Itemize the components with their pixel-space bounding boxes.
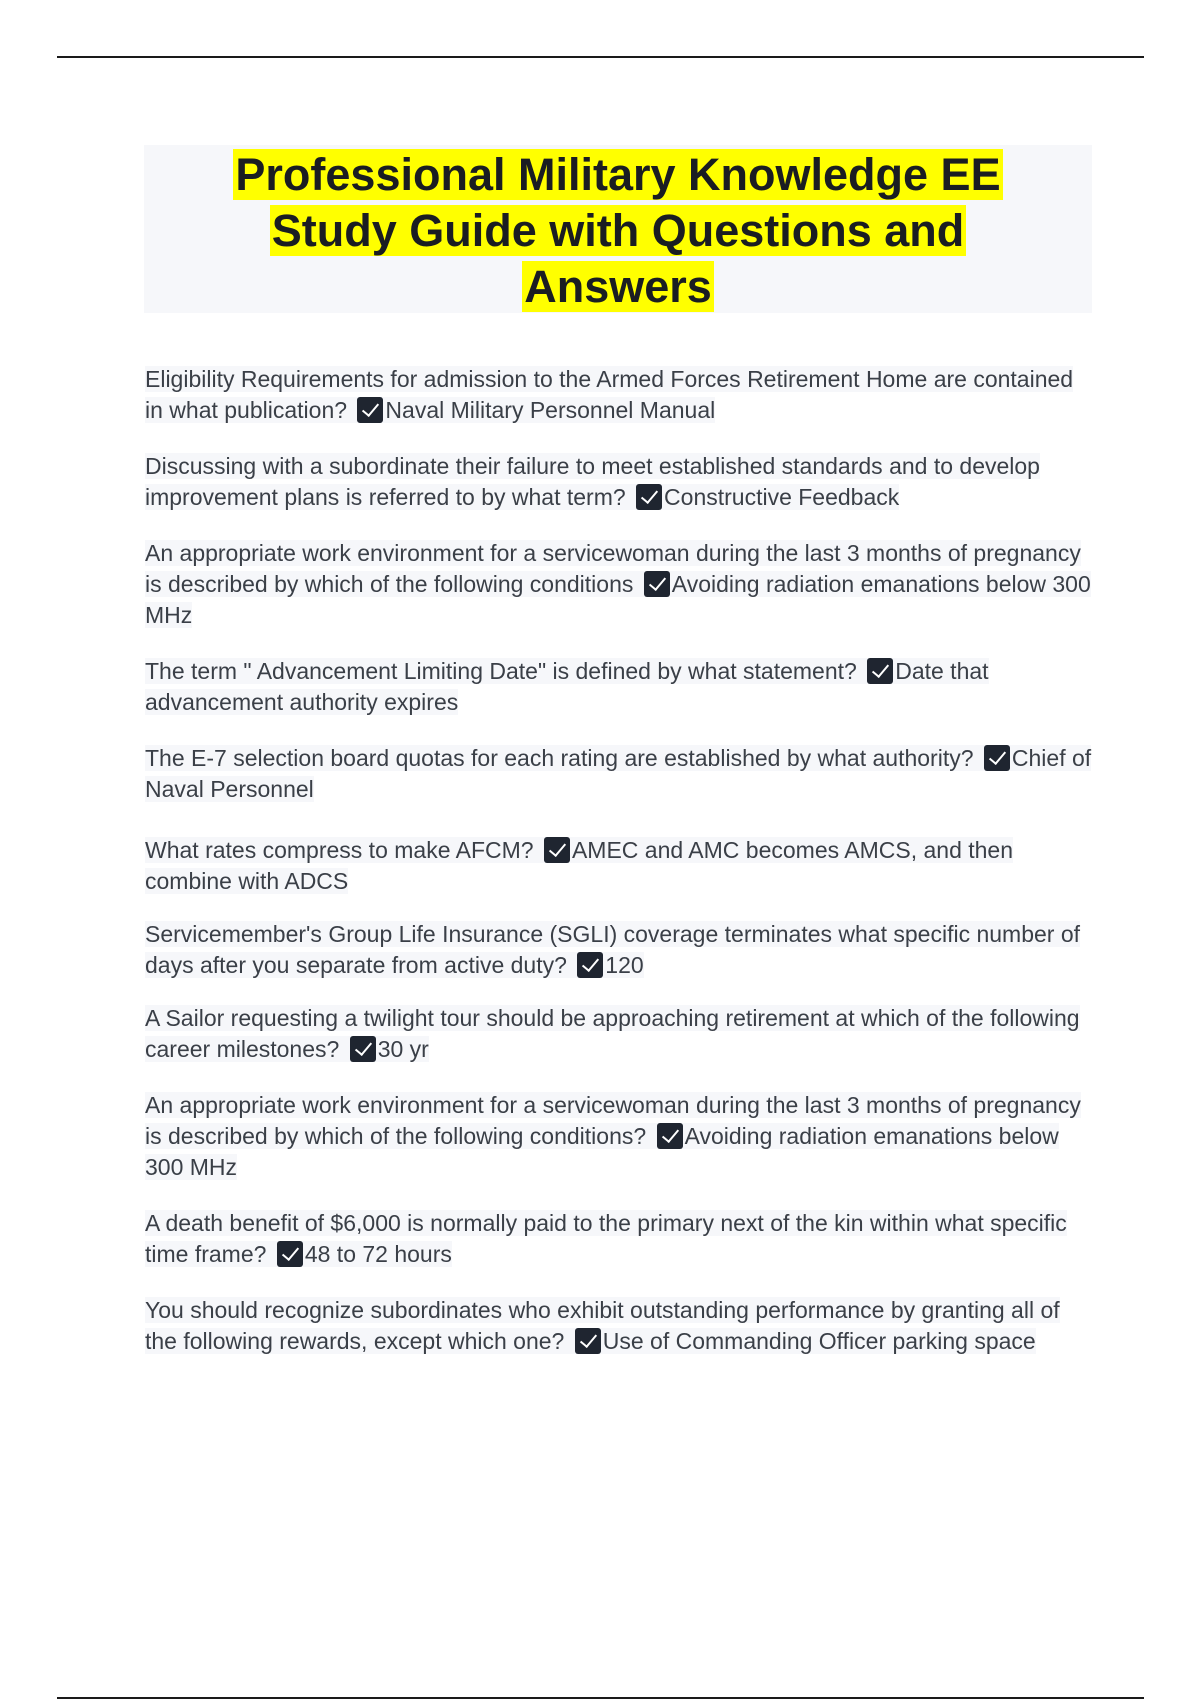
question-text: A Sailor requesting a twilight tour should be approaching retirement at which of the following career milestones? [145, 1005, 1080, 1062]
answer-text: Chief of Naval Personnel [145, 745, 1092, 802]
answer-text: Use of Commanding Officer parking space [602, 1328, 1036, 1354]
check-box-icon [350, 1036, 376, 1062]
question-text: The E-7 selection board quotas for each rating are established by what authority? [145, 745, 974, 771]
answer-text: AMEC and AMC becomes AMCS, and then combine with ADCS [145, 837, 1014, 894]
answer-text: Avoiding radiation emanations below 300 MHz [145, 1123, 1059, 1180]
question-text: What rates compress to make AFCM? [145, 837, 534, 863]
qa-item [145, 364, 1095, 426]
footer-rule [57, 1697, 1144, 1699]
check-box-icon [277, 1241, 303, 1267]
title-panel [144, 145, 1092, 313]
check-box-icon [544, 837, 570, 863]
title-line: Answers [524, 261, 712, 312]
answer-text: 120 [605, 952, 644, 978]
check-box-icon [636, 484, 662, 510]
answer-text: 30 yr [377, 1036, 429, 1062]
check-box-icon [644, 571, 670, 597]
question-text: Servicemember's Group Life Insurance (SGLI) coverage terminates what specific number of days after you separate from active duty? [145, 921, 1081, 978]
qa-item [145, 1295, 1095, 1357]
answer-text: Constructive Feedback [664, 484, 900, 510]
qa-item [145, 743, 1095, 805]
answer-text: 48 to 72 hours [304, 1241, 452, 1267]
check-box-icon [657, 1123, 683, 1149]
answer-text: Naval Military Personnel Manual [385, 397, 716, 423]
question-text: The term " Advancement Limiting Date" is defined by what statement? [145, 658, 857, 684]
check-box-icon [575, 1328, 601, 1354]
question-text: Eligibility Requirements for admission to the Armed Forces Retirement Home are contained in what publication? [145, 366, 1074, 423]
qa-item [145, 919, 1095, 981]
check-box-icon [357, 397, 383, 423]
check-box-icon [984, 745, 1010, 771]
question-text: You should recognize subordinates who exhibit outstanding performance by granting all of the following rewards, except which one? [145, 1297, 1060, 1354]
question-text: An appropriate work environment for a servicewoman during the last 3 months of pregnancy is described by which of the following conditions [145, 540, 1081, 597]
qa-item [145, 1090, 1095, 1183]
question-text: An appropriate work environment for a servicewoman during the last 3 months of pregnancy is described by which of the following conditions? [145, 1092, 1081, 1149]
title-line: Study Guide with Questions and [271, 205, 965, 256]
answer-text: Date that advancement authority expires [145, 658, 989, 715]
qa-item [145, 451, 1095, 513]
qa-item [145, 538, 1095, 631]
page-title [144, 145, 1092, 315]
answer-text: Avoiding radiation emanations below 300 MHz [145, 571, 1091, 628]
question-text: A death benefit of $6,000 is normally paid to the primary next of the kin within what specific time frame? [145, 1210, 1067, 1267]
title-line: Professional Military Knowledge EE [235, 149, 1001, 200]
check-box-icon [577, 952, 603, 978]
qa-item [145, 835, 1095, 897]
qa-item [145, 1003, 1095, 1065]
qa-item [145, 656, 1095, 718]
qa-item [145, 1208, 1095, 1270]
header-rule [57, 56, 1144, 58]
qa-list [145, 364, 1095, 1357]
check-box-icon [867, 658, 893, 684]
question-text: Discussing with a subordinate their failure to meet established standards and to develop improvement plans is referred to by what term? [145, 453, 1040, 510]
